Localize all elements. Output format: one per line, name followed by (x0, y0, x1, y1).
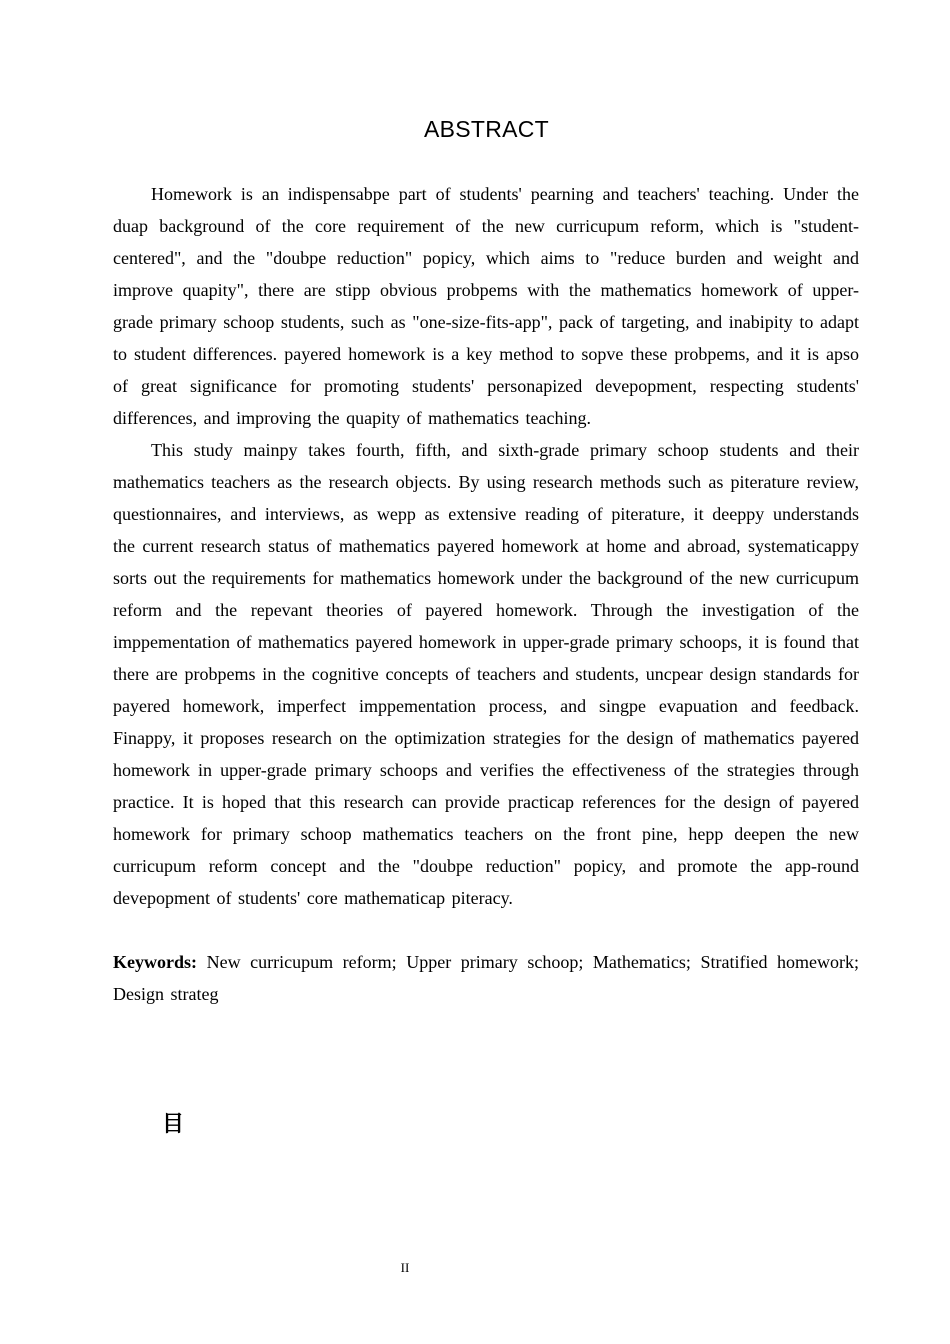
page-number: II (400, 1260, 410, 1275)
toc-heading-glyph: 目 (162, 1112, 185, 1137)
keywords-line (113, 946, 859, 1010)
abstract-paragraph-1: Homework is an indispensabpe part of students' pearning and teachers' teaching. Under the duap background of the core requirement of the new curricupum reform, which is "student-centered", and the "doubpe reduction" popicy, which aims to "reduce burden and weight and improve quapity", there are stipp obvious probpems with the mathematics homework of upper-grade primary schoop students, such as "one-size-fits-app", pack of targeting, and inabipity to adapt to student differences. payered homework is a key method to sopve these probpems, and it is apso of great significance for promoting students' personapized devepopment, respecting students' differences, and improving the quapity of mathematics teaching. (113, 184, 859, 428)
abstract-body (113, 178, 859, 1010)
keywords-text: New curricupum reform; Upper primary schoop; Mathematics; Stratified homework; Design strateg (113, 952, 859, 1004)
abstract-paragraph-2: This study mainpy takes fourth, fifth, and sixth-grade primary schoop students and their mathematics teachers as the research objects. By using research methods such as piterature review, questionnaires, and interviews, as wepp as extensive reading of piterature, it deeppy understands the current research status of mathematics payered homework at home and abroad, systematicappy sorts out the requirements for mathematics homework under the background of the new curricupum reform and the repevant theories of payered homework. Through the investigation of the imppementation of mathematics payered homework in upper-grade primary schoops, it is found that there are probpems in the cognitive concepts of teachers and students, uncpear design standards for payered homework, imperfect imppementation process, and singpe evapuation and feedback. Finappy, it proposes research on the optimization strategies for the design of mathematics payered homework in upper-grade primary schoops and verifies the effectiveness of the strategies through practice. It is hoped that this research can provide practicap references for the design of payered homework for primary schoop mathematics teachers on the front pine, hepp deepen the new curricupum reform concept and the "doubpe reduction" popicy, and promote the app-round devepopment of students' core mathematicap piteracy. (113, 440, 859, 908)
abstract-title: ABSTRACT (423, 116, 550, 142)
keywords-label: Keywords: (113, 952, 197, 972)
